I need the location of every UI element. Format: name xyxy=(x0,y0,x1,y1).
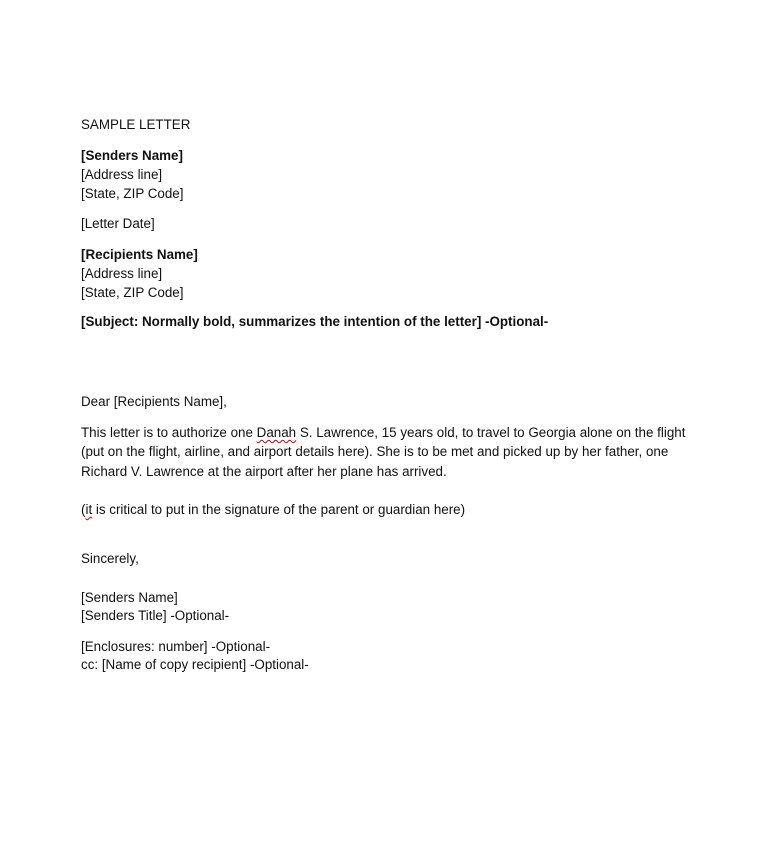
sender-address-line: [Address line] xyxy=(81,167,163,182)
closing: Sincerely, xyxy=(81,551,139,566)
letter-date: [Letter Date] xyxy=(81,216,155,231)
cc-line: cc: [Name of copy recipient] -Optional- xyxy=(81,657,309,672)
recipient-name: [Recipients Name] xyxy=(81,247,198,262)
note-open-paren: ( xyxy=(81,502,86,517)
body-line-1-suffix: S. Lawrence, 15 years old, to travel to Georgia alone on the flight xyxy=(296,425,686,440)
misspelled-name: Danah xyxy=(256,425,297,440)
body-line-1 xyxy=(81,423,685,442)
body-line-1-prefix: This letter is to authorize one xyxy=(81,425,257,440)
sender-state-zip: [State, ZIP Code] xyxy=(81,186,184,201)
letter-subject: [Subject: Normally bold, summarizes the intention of the letter] -Optional- xyxy=(81,314,549,329)
enclosures: [Enclosures: number] -Optional- xyxy=(81,639,271,654)
recipient-address-line: [Address line] xyxy=(81,266,163,281)
note-flagged-word: it xyxy=(85,502,93,517)
signature-note xyxy=(81,500,465,519)
signature-name: [Senders Name] xyxy=(81,590,178,605)
salutation: Dear [Recipients Name], xyxy=(81,394,227,409)
recipient-state-zip: [State, ZIP Code] xyxy=(81,285,184,300)
body-line-2: (put on the flight, airline, and airport details here). She is to be met and picked up by her father, one xyxy=(81,444,669,459)
note-rest: is critical to put in the signature of the parent or guardian here) xyxy=(92,502,466,517)
body-line-3: Richard V. Lawrence at the airport after her plane has arrived. xyxy=(81,464,447,479)
signature-title: [Senders Title] -Optional- xyxy=(81,608,230,623)
letter-heading: SAMPLE LETTER xyxy=(81,117,191,132)
sender-name: [Senders Name] xyxy=(81,148,183,163)
